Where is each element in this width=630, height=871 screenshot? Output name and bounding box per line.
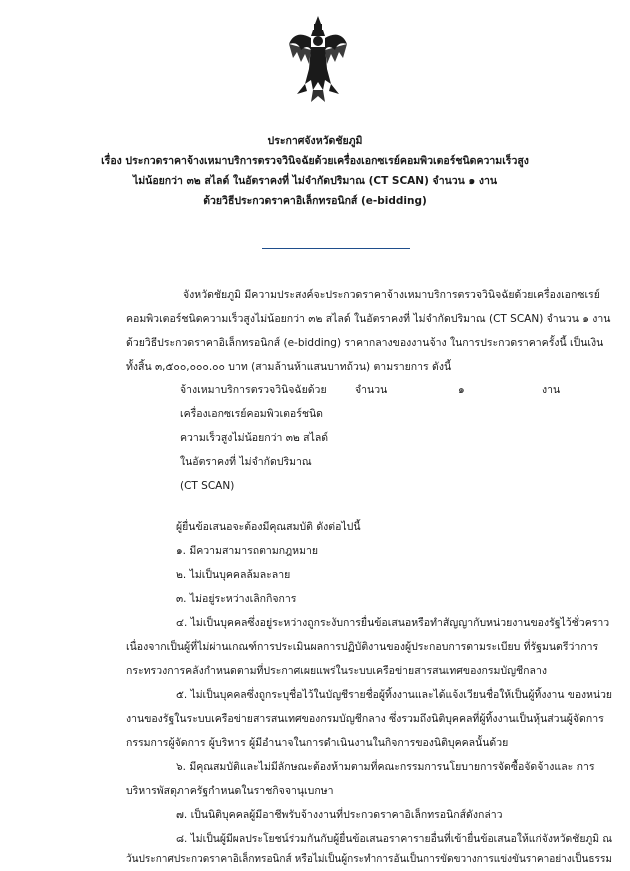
qualification-4-line-2: เนื่องจากเป็นผู้ที่ไม่ผ่านเกณฑ์การประเมินผลการปฏิบัติงานของผู้ประกอบการตามระเบียบ ที่รัฐมนตรีว่าการ (126, 641, 599, 653)
intro-line-2: คอมพิวเตอร์ชนิดความเร็วสูงไม่น้อยกว่า ๓๒ สไลด์ ในอัตราคงที่ ไม่จำกัดปริมาณ (CT SCAN) จำนวน ๑ งาน (126, 313, 611, 325)
header-divider (262, 248, 410, 249)
agency-title: ประกาศจังหวัดชัยภูมิ (267, 135, 363, 147)
item-desc-line: ในอัตราคงที่ ไม่จำกัดปริมาณ (180, 456, 312, 468)
qualification-2: ๒. ไม่เป็นบุคคลล้มละลาย (176, 569, 291, 581)
item-qty-label: จำนวน (355, 384, 388, 396)
subject-line-3: ด้วยวิธีประกวดราคาอิเล็กทรอนิกส์ (e-bidding) (203, 195, 427, 207)
garuda-emblem-icon (287, 14, 349, 104)
qualification-4-line-3: กระทรวงการคลังกำหนดตามที่ประกาศเผยแพร่ในระบบเครือข่ายสารสนเทศของกรมบัญชีกลาง (126, 665, 547, 677)
qualification-4-line-1: ๔. ไม่เป็นบุคคลซึ่งอยู่ระหว่างถูกระงับการยื่นข้อเสนอหรือทำสัญญากับหน่วยงานของรัฐไว้ชั่วคราว (176, 617, 610, 629)
qualification-5-line-1: ๕. ไม่เป็นบุคคลซึ่งถูกระบุชื่อไว้ในบัญชีรายชื่อผู้ทิ้งงานและได้แจ้งเวียนชื่อให้เป็นผู้ทิ้งงาน ของหน่วย (176, 689, 612, 701)
item-unit: งาน (542, 384, 561, 396)
item-desc-line: เครื่องเอกซเรย์คอมพิวเตอร์ชนิด (180, 408, 323, 420)
intro-line-4: ทั้งสิ้น ๓,๕๐๐,๐๐๐.๐๐ บาท (สามล้านห้าแสนบาทถ้วน) ตามรายการ ดังนี้ (126, 361, 452, 373)
intro-line-3: ด้วยวิธีประกวดราคาอิเล็กทรอนิกส์ (e-bidding) ราคากลางของงานจ้าง ในการประกวดราคาครั้งนี้ เป็นเงิน (126, 337, 604, 349)
qualification-6-line-2: บริหารพัสดุภาครัฐกำหนดในราชกิจจานุเบกษา (126, 785, 334, 797)
qualification-8-line-1: ๘. ไม่เป็นผู้มีผลประโยชน์ร่วมกันกับผู้ยื่นข้อเสนอราคารายอื่นที่เข้ายื่นข้อเสนอให้แก่จังหวัดชัยภูมิ ณ (176, 833, 612, 845)
qualification-3: ๓. ไม่อยู่ระหว่างเลิกกิจการ (176, 593, 297, 605)
qualification-6-line-1: ๖. มีคุณสมบัติและไม่มีลักษณะต้องห้ามตามที่คณะกรรมการนโยบายการจัดซื้อจัดจ้างและ การ (176, 761, 595, 773)
item-desc-line: จ้างเหมาบริการตรวจวินิจฉัยด้วย (180, 384, 327, 396)
item-qty: ๑ (458, 384, 465, 396)
qualification-5-line-3: กรรมการผู้จัดการ ผู้บริหาร ผู้มีอำนาจในการดำเนินงานในกิจการของนิติบุคคลนั้นด้วย (126, 737, 509, 749)
subject-line-1: เรื่อง ประกวดราคาจ้างเหมาบริการตรวจวินิจฉัยด้วยเครื่องเอกซเรย์คอมพิวเตอร์ชนิดความเร็วสูง (101, 155, 529, 167)
qualification-5-line-2: งานของรัฐในระบบเครือข่ายสารสนเทศของกรมบัญชีกลาง ซึ่งรวมถึงนิติบุคคลที่ผู้ทิ้งงานเป็นหุ้นส่วนผู้จัดการ (126, 713, 604, 725)
qualification-7: ๗. เป็นนิติบุคคลผู้มีอาชีพรับจ้างงานที่ประกวดราคาอิเล็กทรอนิกส์ดังกล่าว (176, 809, 503, 821)
subject-line-2: ไม่น้อยกว่า ๓๒ สไลด์ ในอัตราคงที่ ไม่จำกัดปริมาณ (CT SCAN) จำนวน ๑ งาน (132, 175, 498, 187)
item-desc-line: (CT SCAN) (180, 480, 235, 492)
qualification-1: ๑. มีความสามารถตามกฎหมาย (176, 545, 319, 557)
qualification-8-line-2: วันประกาศประกวดราคาอิเล็กทรอนิกส์ หรือไม่เป็นผู้กระทำการอันเป็นการขัดขวางการแข่งขันราคาอย่างเป็นธรรม (126, 853, 612, 865)
intro-line-1: จังหวัดชัยภูมิ มีความประสงค์จะประกวดราคาจ้างเหมาบริการตรวจวินิจฉัยด้วยเครื่องเอกซเรย์ (183, 289, 600, 301)
qualifications-intro: ผู้ยื่นข้อเสนอจะต้องมีคุณสมบัติ ดังต่อไปนี้ (176, 521, 361, 533)
item-desc-line: ความเร็วสูงไม่น้อยกว่า ๓๒ สไลด์ (180, 432, 329, 444)
